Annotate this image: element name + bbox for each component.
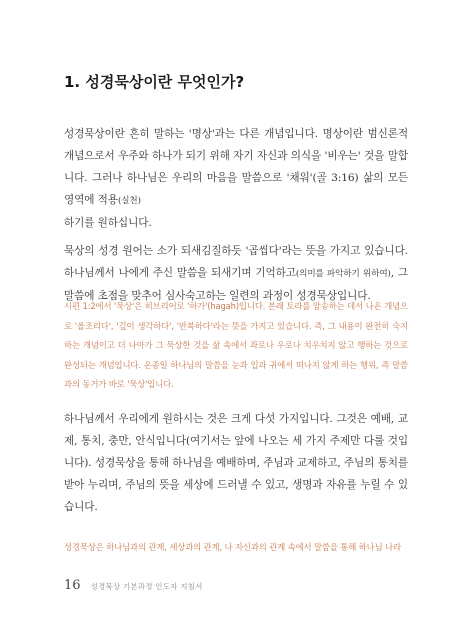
inline-annotation: (의미를 파악하기 위하여) bbox=[295, 269, 391, 279]
body-paragraph bbox=[64, 123, 408, 234]
body-paragraph: 하나님께서 우리에게 원하시는 것은 크게 다섯 가지입니다. 그것은 예배, 교제, 통치, 충만, 안식입니다(여기서는 앞에 나오는 세 가지 주제만 다룰 것입니다). 성경묵상을 통해 하나님을 예배하며, 주님과 교제하고, 주님의 통치를 받아 누리며, 주님의 뜻을 세상에 드러낼 수 있고, 생명과 자유를 누릴 수 있습니다. bbox=[64, 413, 408, 513]
running-title: 성경묵상 기본과정 인도자 지침서 bbox=[90, 582, 203, 591]
page-footer bbox=[64, 578, 203, 598]
paragraph-text: , 그 말씀에 초점을 맞추어 심사숙고하는 일련의 과정이 성경묵상입니다. bbox=[64, 267, 408, 302]
paragraph-text: 하기를 원하십니다. bbox=[64, 217, 152, 229]
paragraph-text: 묵상의 성경 원어는 소가 되새김질하듯 '곱씹다'라는 뜻을 가지고 있습니다. 하나님께서 나에게 주신 말씀을 되새기며 기억하고 bbox=[64, 245, 408, 279]
commentary-note: 성경묵상은 하나님과의 관계, 세상과의 관계, 나 자신과의 관계 속에서 말씀을 통해 하나님 나라 bbox=[64, 542, 401, 552]
inline-annotation: (실천) bbox=[117, 196, 141, 206]
section-heading: 1. 성경묵상이란 무엇인가? bbox=[64, 73, 245, 91]
commentary-note: 시편 1:2에서 '묵상'은 히브리어로 '하가'(hagah)입니다. 본래 토라를 암송하는 데서 나온 개념으로 '올조리다', '깊이 생각하다', '반복하다'라는 뜻을 가지고 있습니다. 즉, 그 내용이 완전히 숙지하는 개념이고 더 나아가 그 묵상한 것을 삶 속에서 좌로나 우로나 치우치지 않고 행하는 것으로 완성되는 개념입니다. 온종일 하나님의 말씀을 눈과 입과 귀에서 떠나지 않게 하는 행위, 즉 말씀과의 동거가 바로 '묵상'입니다. bbox=[64, 301, 408, 389]
paragraph-text: 성경묵상이란 흔히 말하는 '명상'과는 다른 개념입니다. 명상이란 범신론적 개념으로서 우주와 하나가 되기 위해 자기 자신과 의식을 '비우는' 것을 말합니다. 그러나 하나님은 우리의 마음을 말씀으로 '채워'(골 3:16) 삶의 모든 영역에 적용 bbox=[64, 128, 408, 206]
page-number: 16 bbox=[64, 578, 81, 593]
